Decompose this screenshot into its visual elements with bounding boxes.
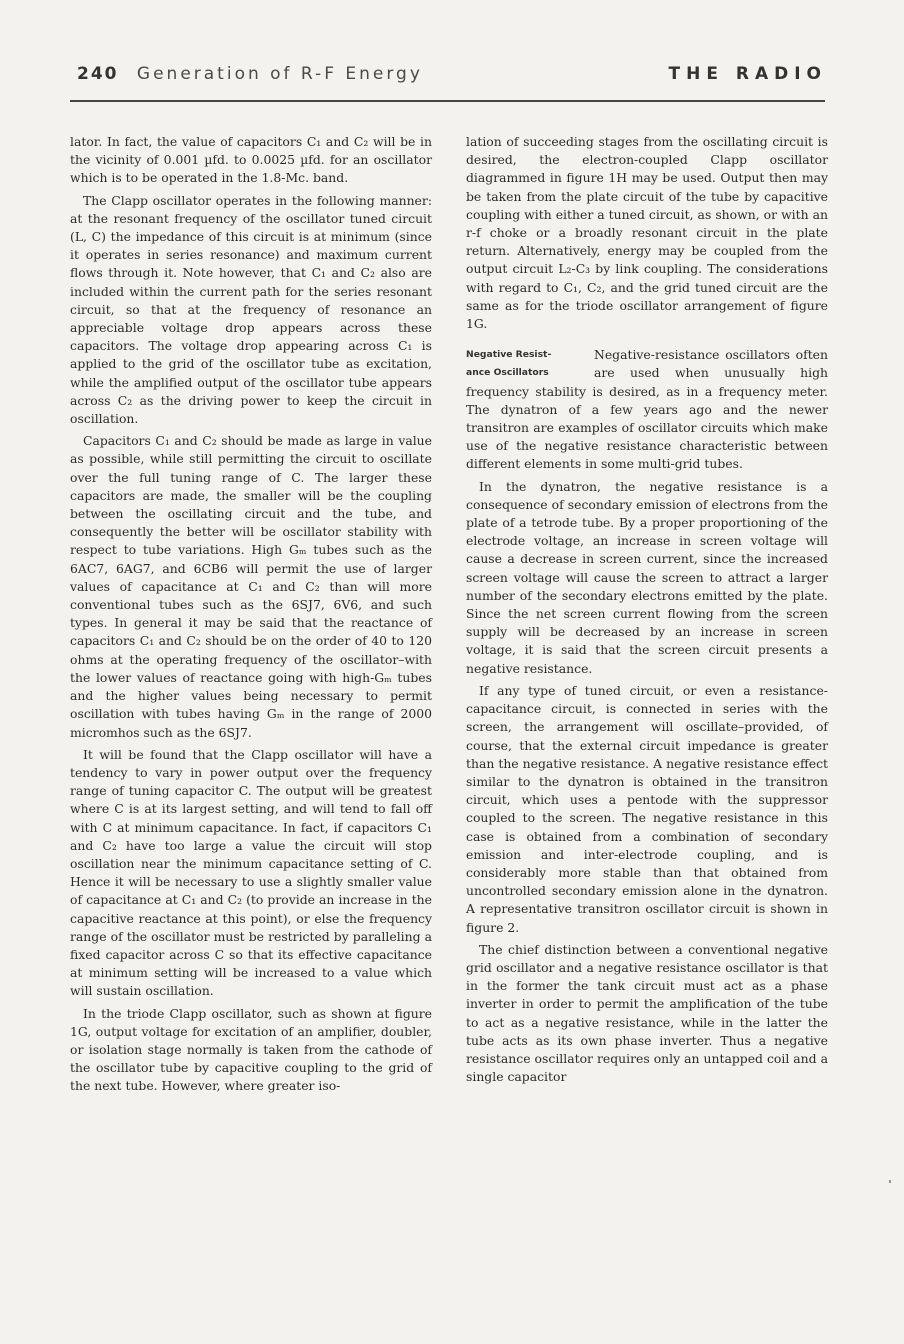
paragraph: The Clapp oscillator operates in the following manner: at the resonant frequency of the oscillator tuned circuit (L, C) the impedance of this circuit is at minimum (since it operates in series resonance) and maximum current flows through it. Note however, that C₁ and C₂ also are included within the current path for the series resonant circuit, so that at the frequency of resonance an appreciable voltage drop appears across these capacitors. The voltage drop appearing across C₁ is applied to the grid of the oscillator tube as excitation, while the amplified output of the oscillator tube appears across C₂ as the driving power to keep the circuit in oscillation. <box>70 192 432 427</box>
section-heading-line2: ance Oscillators <box>466 367 549 379</box>
paragraph: The chief distinction between a conventional negative grid oscillator and a negative resistance oscillator is that in the former the tank circuit must act as a phase inverter in order to permit the amplification of the tube to act as a negative resistance, while in the latter the tube acts as its own phase inverter. Thus a negative resistance oscillator requires only an untapped coil and a single capacitor <box>466 941 828 1085</box>
paragraph: Capacitors C₁ and C₂ should be made as large in value as possible, while still permitting the circuit to oscillate over the full tuning range of C. The larger these capacitors are made, the smaller will be the coupling between the oscillating circuit and the tube, and consequently the better will be oscillator stability with respect to tube variations. High Gₘ tubes such as the 6AC7, 6AG7, and 6CB6 will permit the use of larger values of capacitance at C₁ and C₂ than will more conventional tubes such as the 6SJ7, 6V6, and such types. In general it may be said that the reactance of capacitors C₁ and C₂ should be on the order of 40 to 120 ohms at the operating frequency of the oscillator–with the lower values of reactance going with high-Gₘ tubes and the higher values being necessary to permit oscillation with tubes having Gₘ in the range of 2000 micromhos such as the 6SJ7. <box>70 433 432 740</box>
header-rule <box>70 100 825 102</box>
print-speck <box>889 1180 891 1183</box>
section-heading-line1: Negative Resist- <box>466 349 552 361</box>
paragraph: lator. In fact, the value of capacitors C₁ and C₂ will be in the vicinity of 0.001 µfd. to 0.0025 µfd. for an oscillator which is to be operated in the 1.8-Mc. band. <box>70 134 432 186</box>
section-heading <box>466 346 594 382</box>
right-column <box>466 133 828 1090</box>
page-number: 240 <box>77 64 119 84</box>
paragraph: In the dynatron, the negative resistance is a consequence of secondary emission of electrons from the plate of a tetrode tube. By a proper proportioning of the electrode voltage, an increase in screen voltage will cause a decrease in screen current, since the increased screen voltage will cause the screen to attract a larger number of the secondary electrons emitted by the plate. Since the net screen current flowing from the screen supply will be decreased by an increase in screen voltage, it is said that the screen circuit presents a negative resistance. <box>466 478 828 676</box>
section-negative-resistance <box>466 346 828 473</box>
paragraph: If any type of tuned circuit, or even a resistance-capacitance circuit, is connected in series with the screen, the arrangement will oscillate–provided, of course, that the external circuit impedance is greater than the negative resistance. A negative resistance effect similar to the dynatron is obtained in the transitron circuit, which uses a pentode with the suppressor coupled to the screen. The negative resistance in this case is obtained from a combination of secondary emission and inter-electrode coupling, and is considerably more stable than that obtained from uncontrolled secondary emission alone in the dynatron. A representative transitron oscillator circuit is shown in figure 2. <box>466 682 828 935</box>
running-header <box>77 62 827 92</box>
book-title: THE RADIO <box>668 64 827 84</box>
header-left <box>77 64 423 84</box>
paragraph: lation of succeeding stages from the oscillating circuit is desired, the electron-coupled Clapp oscillator diagrammed in figure 1H may be used. Output then may be taken from the plate circuit of the tube by capacitive coupling with either a tuned circuit, as shown, or with an r-f choke or a broadly resonant circuit in the plate return. Alternatively, energy may be coupled from the output circuit L₂-C₃ by link coupling. The considerations with regard to C₁, C₂, and the grid tuned circuit are the same as for the triode oscillator arrangement of figure 1G. <box>466 134 828 332</box>
paragraph: It will be found that the Clapp oscillator will have a tendency to vary in power output over the frequency range of tuning capacitor C. The output will be greatest where C is at its largest setting, and will tend to fall off with C at minimum capacitance. In fact, if capacitors C₁ and C₂ have too large a value the circuit will stop oscillation near the minimum capacitance setting of C. Hence it will be necessary to use a slightly smaller value of capacitance at C₁ and C₂ (to provide an increase in the capacitive reactance at this point), or else the frequency range of the oscillator must be restricted by paralleling a fixed capacitor across C so that its effective capacitance at minimum setting will be increased to a value which will sustain oscillation. <box>70 746 432 999</box>
left-column <box>70 133 432 1100</box>
paragraph: In the triode Clapp oscillator, such as shown at figure 1G, output voltage for excitation of an amplifier, doubler, or isolation stage normally is taken from the cathode of the oscillator tube by capacitive coupling to the grid of the next tube. However, where greater iso- <box>70 1005 432 1094</box>
chapter-title: Generation of R-F Energy <box>136 64 423 84</box>
paragraph: Negative-resistance oscillators often are used when unusually high frequency stability is desired, as in a frequency meter. The dynatron of a few years ago and the newer transitron are examples of oscillator circuits which make use of the negative resistance characteristic between different elements in some multi-grid tubes. <box>466 347 828 472</box>
